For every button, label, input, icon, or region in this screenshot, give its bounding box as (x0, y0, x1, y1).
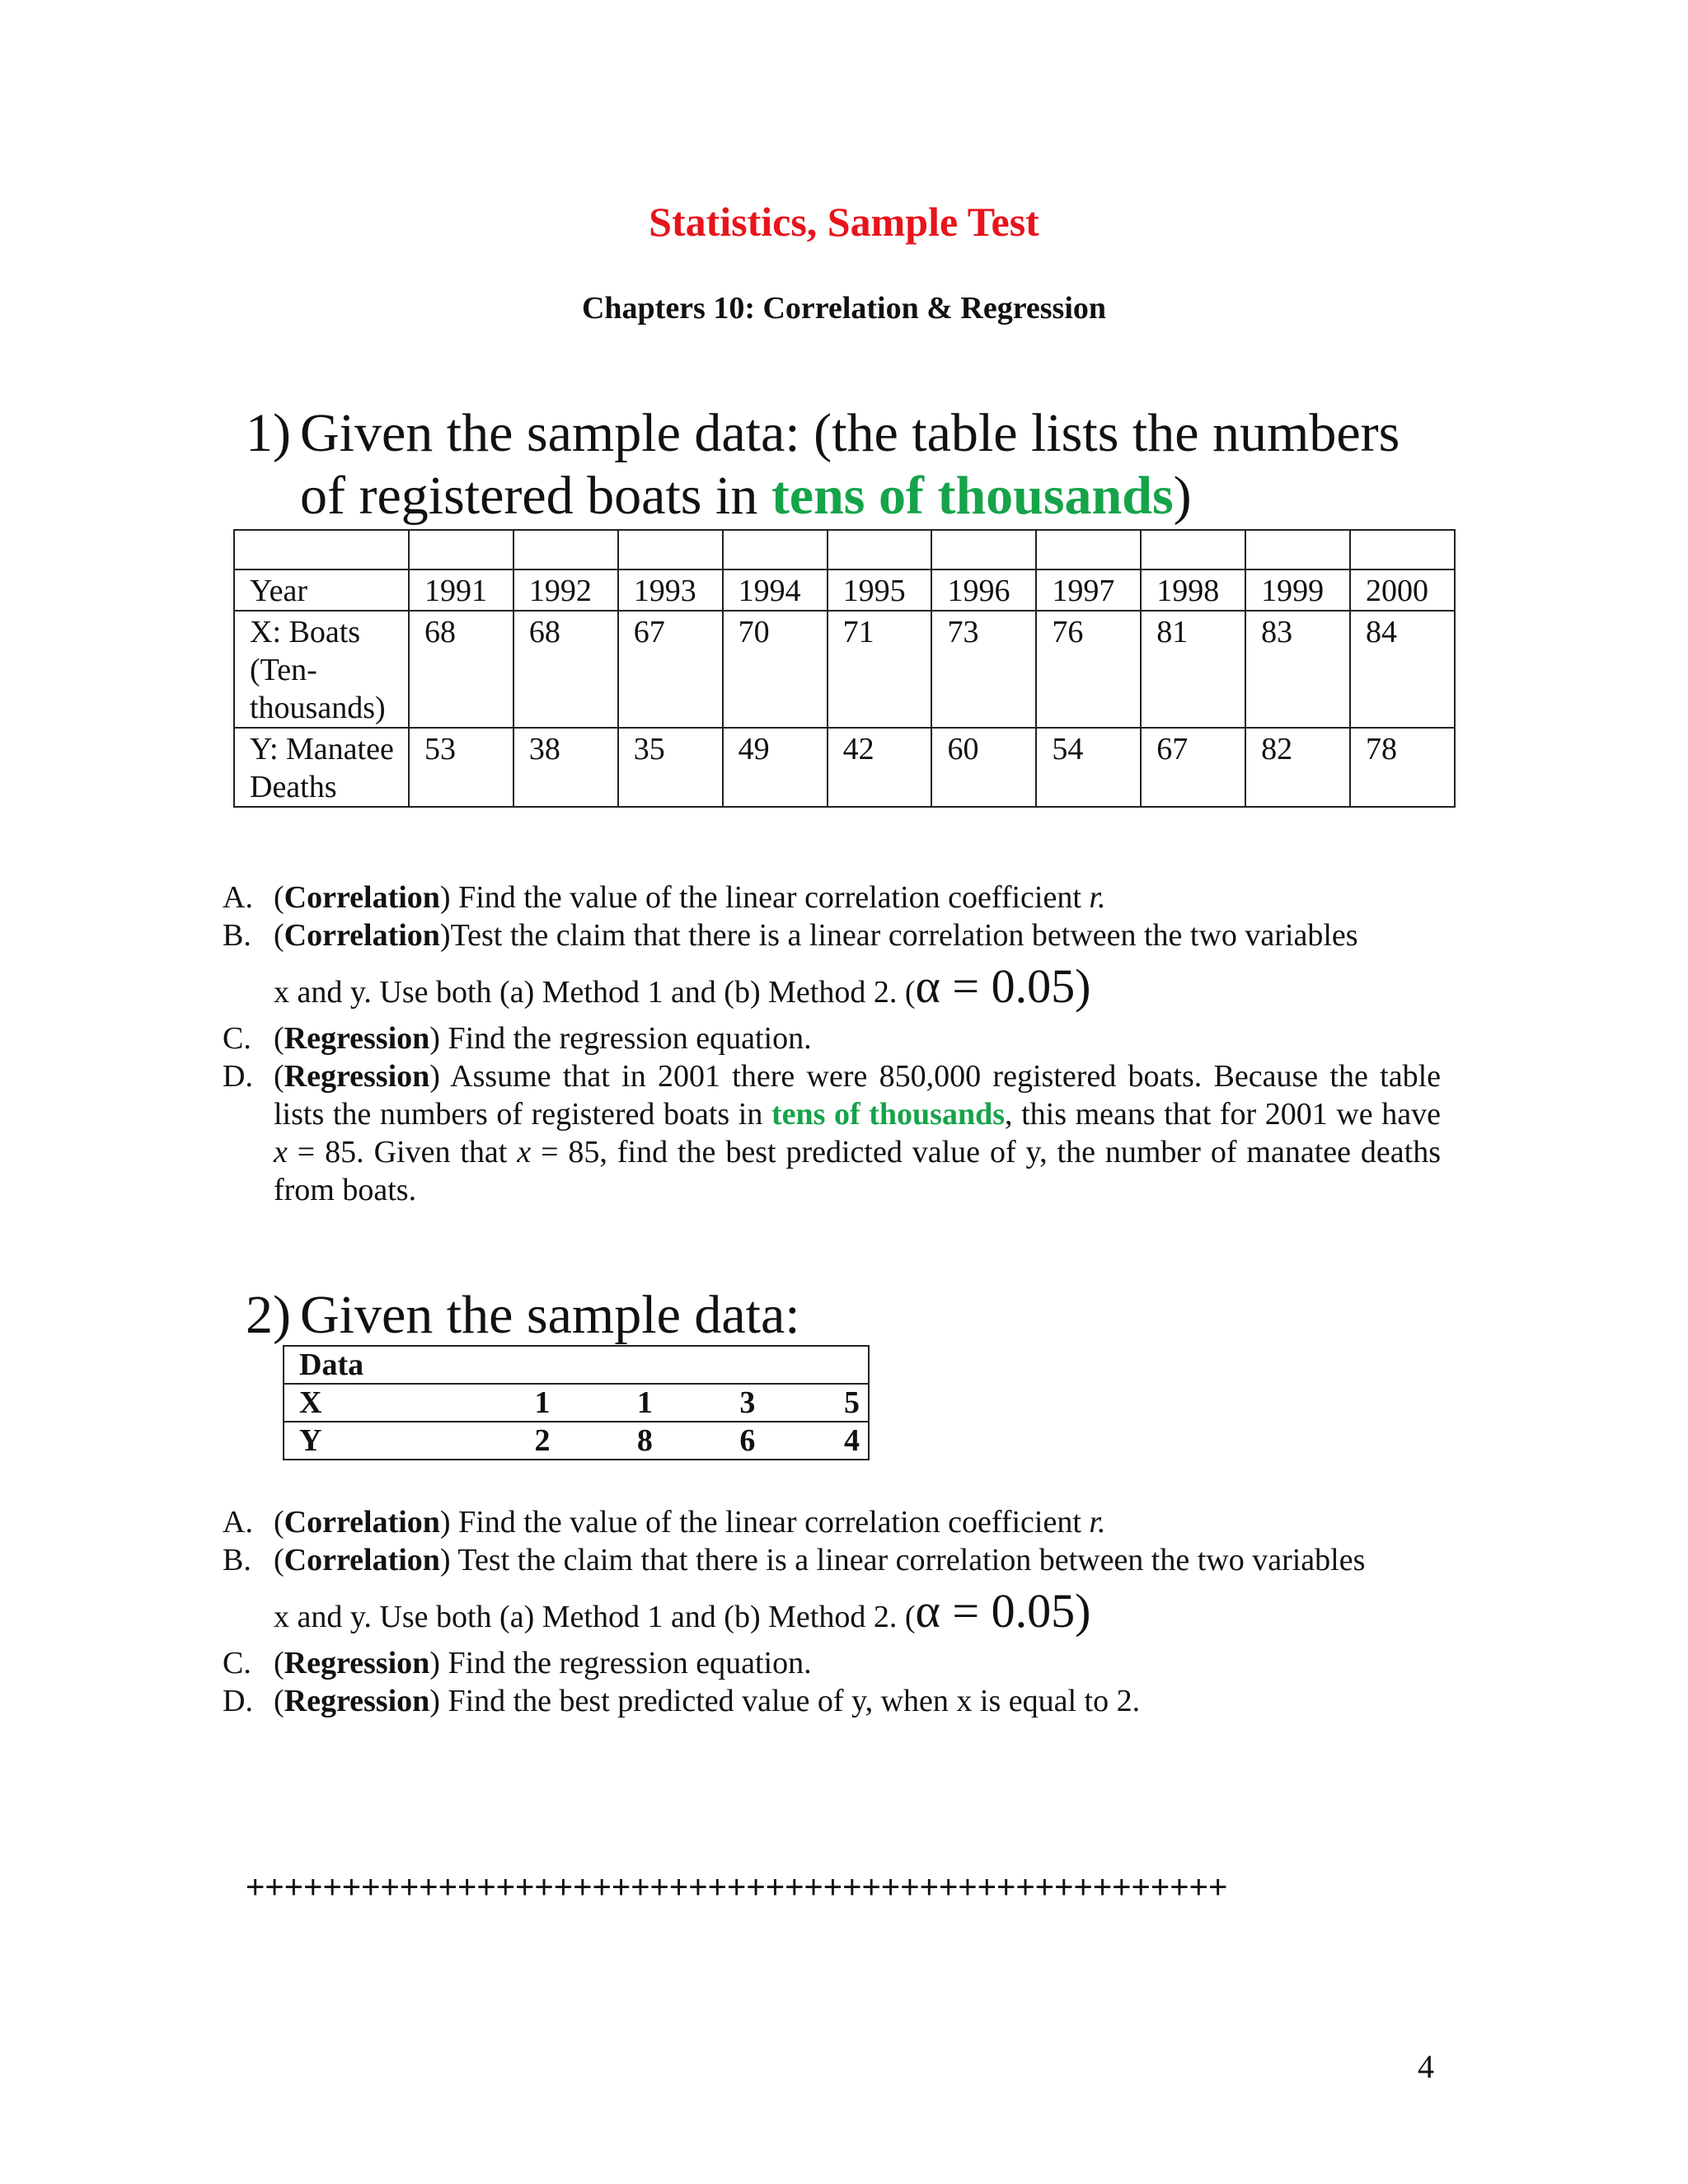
row-label: Y: Manatee Deaths (234, 728, 409, 807)
boats-manatee-table (233, 529, 1456, 808)
x-cell: 76 (1036, 611, 1141, 728)
page-number: 4 (1418, 2048, 1434, 2085)
y-cell: 4 (844, 1423, 860, 1458)
row-label: Y (299, 1423, 322, 1458)
question-1-line2-pre: of registered boats in (300, 466, 771, 526)
question-1-line1: Given the sample data: (the table lists the numbers (300, 403, 1400, 463)
y-cell: 2 (534, 1423, 551, 1458)
year-cell: 1992 (513, 569, 618, 611)
table-header: Data (299, 1347, 364, 1382)
y-cell: 6 (739, 1423, 756, 1458)
list-item: A. (Correlation) Find the value of the linear correlation coefficient r. (223, 880, 1106, 915)
y-cell: 35 (618, 728, 723, 807)
x-cell: 68 (409, 611, 513, 728)
question-2-number: 2) (246, 1285, 291, 1345)
x-cell: 71 (828, 611, 932, 728)
question-2-items (223, 1503, 1441, 1720)
page-title: Statistics, Sample Test (649, 199, 1039, 245)
list-item: C. (Regression) Find the regression equation. (223, 1646, 812, 1680)
question-2-heading (246, 1284, 800, 1347)
row-label: X: Boats (Ten-thousands) (234, 611, 409, 728)
x-cell: 1 (636, 1385, 653, 1420)
y-cell: 53 (409, 728, 513, 807)
list-item: C. (Regression) Find the regression equation. (223, 1021, 812, 1056)
plus-separator: +++++++++++++++++++++++++++++++++++++++++++++++++++ (246, 1869, 1228, 1905)
year-cell: 1994 (723, 569, 828, 611)
table-row-y (234, 728, 1455, 807)
x-cell: 70 (723, 611, 828, 728)
x-cell: 3 (739, 1385, 756, 1420)
list-item: A. (Correlation) Find the value of the linear correlation coefficient r. (223, 1505, 1106, 1540)
question-1-line2-green: tens of thousands (771, 466, 1174, 526)
list-item-continued: x and y. Use both (a) Method 1 and (b) Method 2. (α = 0.05) (274, 959, 1091, 1013)
year-cell: 1996 (931, 569, 1036, 611)
y-cell: 42 (828, 728, 932, 807)
y-cell: 49 (723, 728, 828, 807)
year-cell: 1995 (828, 569, 932, 611)
table-row-x (234, 611, 1455, 728)
list-item: B. (Correlation) Test the claim that there is a linear correlation between the two variables (223, 1543, 1366, 1577)
y-cell: 54 (1036, 728, 1141, 807)
table-row (234, 530, 1455, 569)
year-cell: 2000 (1350, 569, 1455, 611)
x-cell: 81 (1141, 611, 1245, 728)
y-cell: 8 (636, 1423, 653, 1458)
row-label: X (299, 1385, 322, 1420)
question-1-items (223, 879, 1441, 1209)
y-cell: 78 (1350, 728, 1455, 807)
y-cell: 38 (513, 728, 618, 807)
y-cell: 67 (1141, 728, 1245, 807)
alpha-value: α = 0.05) (915, 959, 1091, 1013)
year-cell: 1998 (1141, 569, 1245, 611)
row-label: Year (234, 569, 409, 611)
y-cell: 82 (1245, 728, 1350, 807)
list-item: D. (Regression) Assume that in 2001 there were 850,000 registered boats. Because the table lists the numbers of registered boats in tens of thousands, this means that for 2001 we have x = 85. Given that x = 85, find the best predicted value of y, the number of manatee deaths from boats. (223, 1059, 1442, 1207)
x-cell: 73 (931, 611, 1036, 728)
x-cell: 83 (1245, 611, 1350, 728)
x-cell: 84 (1350, 611, 1455, 728)
year-cell: 1991 (409, 569, 513, 611)
question-1-heading (246, 402, 1400, 527)
y-cell: 60 (931, 728, 1036, 807)
table-row-header (284, 1346, 869, 1384)
table-row-x (284, 1384, 869, 1422)
question-2-line1: Given the sample data: (300, 1285, 800, 1345)
table-row-year (234, 569, 1455, 611)
year-cell: 1993 (618, 569, 723, 611)
page-subtitle: Chapters 10: Correlation & Regression (581, 291, 1107, 326)
list-item: D. (Regression) Find the best predicted value of y, when x is equal to 2. (223, 1684, 1141, 1718)
list-item: B. (Correlation)Test the claim that there is a linear correlation between the two variables (223, 918, 1358, 953)
year-cell: 1997 (1036, 569, 1141, 611)
alpha-value: α = 0.05) (915, 1584, 1091, 1638)
x-cell: 1 (534, 1385, 551, 1420)
table-row-y (284, 1422, 869, 1460)
year-cell: 1999 (1245, 569, 1350, 611)
sample-data-table (283, 1345, 870, 1460)
x-cell: 68 (513, 611, 618, 728)
question-1-line2-post: ) (1173, 466, 1192, 526)
list-item-continued: x and y. Use both (a) Method 1 and (b) Method 2. (α = 0.05) (274, 1584, 1091, 1638)
question-1-number: 1) (246, 403, 291, 463)
x-cell: 67 (618, 611, 723, 728)
x-cell: 5 (844, 1385, 860, 1420)
